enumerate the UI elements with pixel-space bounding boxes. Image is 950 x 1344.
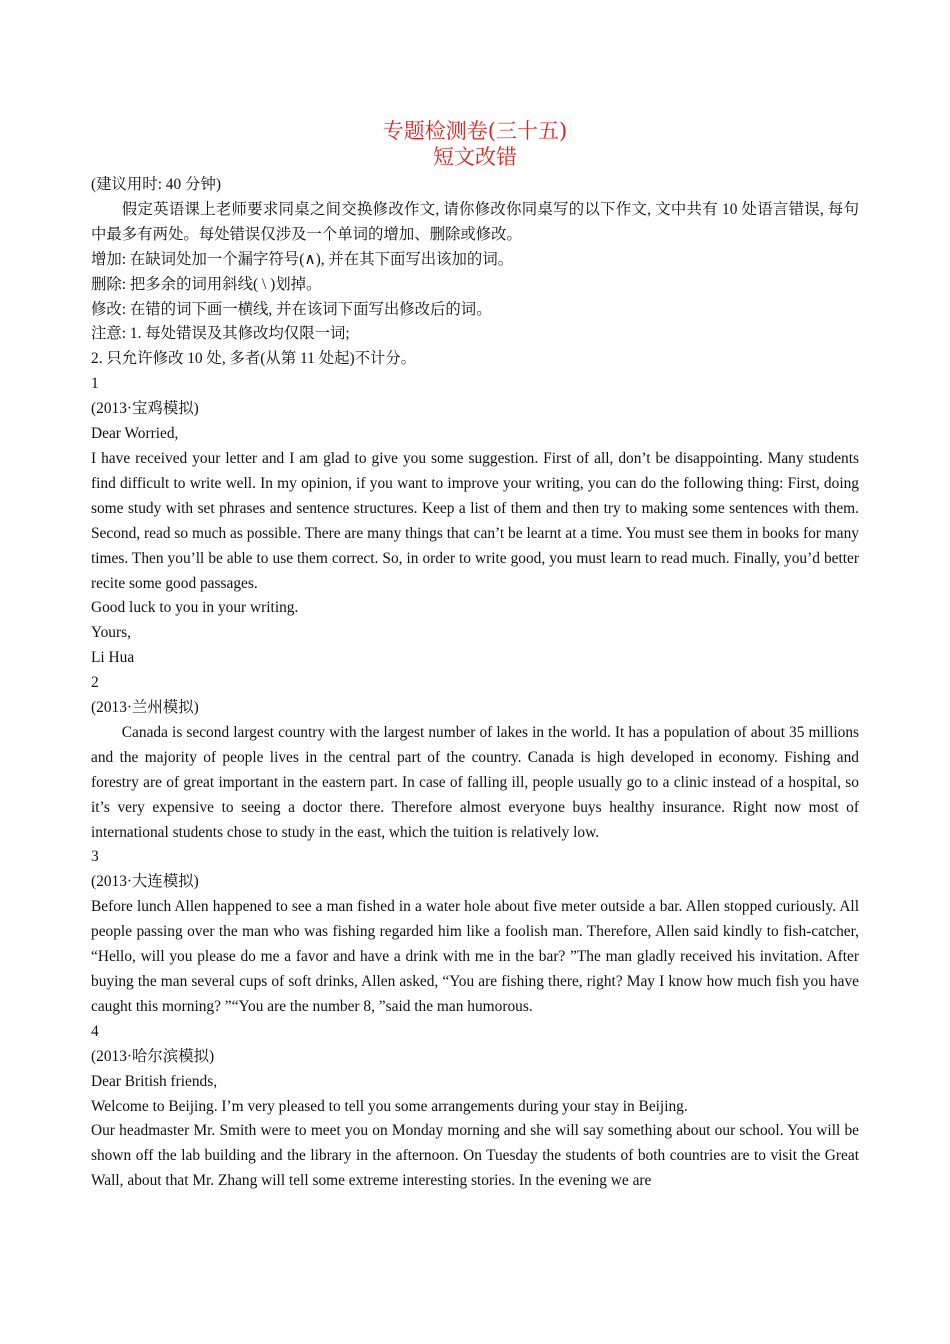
passage-paragraph: Our headmaster Mr. Smith were to meet you on Monday morning and she will say something about our school. You will be shown off the lab building and the library in the afternoon. On Tuesday the students of both countries are to visit the Great Wall, about that Mr. Zhang will tell some extreme interesting stories. In the evening we are xyxy=(91,1122,859,1190)
instruction-delete: 删除: 把多余的词用斜线( \ )划掉。 xyxy=(91,275,322,293)
passage-paragraph: Welcome to Beijing. I’m very pleased to tell you some arrangements during your stay in Beijing. xyxy=(91,1097,688,1115)
instruction-note-2: 2. 只允许修改 10 处, 多者(从第 11 处起)不计分。 xyxy=(91,350,417,368)
document-page xyxy=(91,118,859,1194)
title-block xyxy=(91,118,859,170)
letter-closing: Good luck to you in your writing. xyxy=(91,599,299,617)
item-source: (2013·哈尔滨模拟) xyxy=(91,1047,215,1065)
item-number: 4 xyxy=(91,1022,99,1040)
page-subtitle: 短文改错 xyxy=(433,145,517,169)
passage-body: Canada is second largest country with the largest number of lakes in the world. It has a population of about 35 millions and the majority of people lives in the central part of the country. Canada is high developed in economy. Fishing and forestry are of great important in the eastern part. In case of falling ill, people usually go to a clinic instead of a hospital, so it’s very expensive to seeing a doctor there. Therefore almost everyone buys healthy insurance. Right now most of international students chose to study in the east, which the tuition is relatively low. xyxy=(91,723,859,841)
letter-greeting: Dear Worried, xyxy=(91,425,179,443)
item-number: 3 xyxy=(91,848,99,866)
item-number: 1 xyxy=(91,375,99,393)
letter-valediction: Yours, xyxy=(91,624,131,642)
passage-body: Before lunch Allen happened to see a man fished in a water hole about five meter outside a bar. Allen stopped curiously. All people passing over the man who was fishing regarded him like a foolish man. Therefore, Allen said kindly to fish-catcher, “Hello, will you please do me a favor and have a drink with me in the bar? ”The man gladly received his invitation. After buying the man several cups of soft drinks, Allen asked, “You are fishing there, right? May I know how much fish you have caught this morning? ”“You are the number 8, ”said the man humorous. xyxy=(91,898,859,1015)
instructions-intro: 假定英语课上老师要求同桌之间交换修改作文, 请你修改你同桌写的以下作文, 文中共有 10 处语言错误, 每句中最多有两处。每处错误仅涉及一个单词的增加、删除或修改。 xyxy=(91,200,859,243)
page-title: 专题检测卷(三十五) xyxy=(382,119,568,143)
instruction-modify: 修改: 在错的词下画一横线, 并在该词下面写出修改后的词。 xyxy=(91,300,492,318)
item-number: 2 xyxy=(91,674,99,692)
instruction-note-1: 注意: 1. 每处错误及其修改均仅限一词; xyxy=(91,325,350,343)
passage-body: I have received your letter and I am glad to give you some suggestion. First of all, don’t be disappointing. Many students find difficult to write well. In my opinion, if you want to improve your writing, you can do the following thing: First, doing some study with set phrases and sentence structures. Keep a list of them and then try to making some sentences with them. Second, read so much as possible. There are many things that can’t be learnt at a time. You must see them in books for many times. Then you’ll be able to use them correct. So, in order to write good, you must learn to read much. Finally, you’d better recite some good passages. xyxy=(91,449,859,592)
instruction-add: 增加: 在缺词处加一个漏字符号(∧), 并在其下面写出该加的词。 xyxy=(91,250,514,268)
item-source: (2013·大连模拟) xyxy=(91,873,199,891)
letter-greeting: Dear British friends, xyxy=(91,1072,218,1090)
time-suggestion: (建议用时: 40 分钟) xyxy=(91,176,221,193)
letter-signature: Li Hua xyxy=(91,649,135,667)
item-source: (2013·宝鸡模拟) xyxy=(91,400,199,418)
item-source: (2013·兰州模拟) xyxy=(91,699,199,717)
